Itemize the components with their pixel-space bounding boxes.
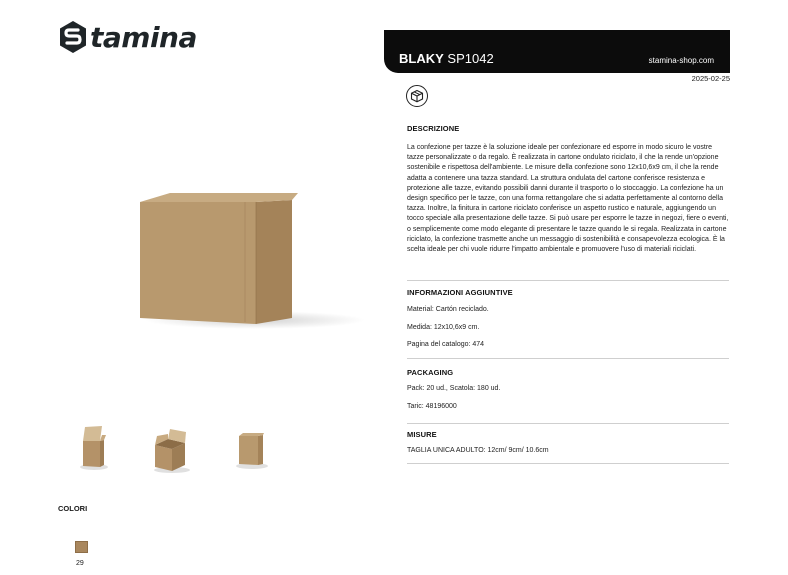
info-section	[407, 288, 729, 358]
product-thumbnail-open[interactable]	[80, 423, 108, 471]
product-main-image	[130, 180, 370, 340]
info-title: INFORMAZIONI AGGIUNTIVE	[407, 288, 513, 297]
packaging-taric: Taric: 48196000	[407, 403, 457, 410]
logo-wordmark: tamina	[90, 20, 197, 54]
product-thumbnail-closed[interactable]	[236, 430, 268, 470]
document-date: 2025-02-25	[691, 74, 730, 83]
info-size: Medida: 12x10,6x9 cm.	[407, 324, 480, 331]
divider	[407, 358, 729, 359]
description-section	[407, 124, 729, 255]
size-title: MISURE	[407, 430, 437, 439]
divider	[407, 463, 729, 464]
product-thumbnail-angle[interactable]	[150, 425, 192, 473]
size-section	[407, 430, 729, 460]
colors-title: COLORI	[58, 504, 88, 513]
divider	[407, 280, 729, 281]
size-value: TAGLIA UNICA ADULTO: 12cm/ 9cm/ 10.6cm	[407, 447, 549, 454]
product-code: SP1042	[447, 51, 494, 66]
product-name: BLAKY	[399, 51, 444, 66]
packaging-title: PACKAGING	[407, 368, 454, 377]
info-material: Material: Cartón reciclado.	[407, 306, 489, 313]
logo-hexagon-icon	[58, 20, 88, 54]
divider	[407, 423, 729, 424]
product-title	[399, 51, 494, 66]
color-code: 29	[76, 560, 84, 567]
color-swatch[interactable]	[75, 541, 88, 553]
stamina-logo	[58, 20, 197, 54]
description-title: DESCRIZIONE	[407, 124, 460, 133]
info-catalog-page: Pagina del catalogo: 474	[407, 341, 485, 348]
packaging-section	[407, 368, 729, 418]
site-link[interactable]: stamina-shop.com	[648, 56, 714, 65]
description-text: La confezione per tazze è la soluzione ideale per confezionare ed esporre in modo sicuro le vostre tazze personalizzate o da regalo. È realizzata in cartone ondulato riciclato, il che la rende un'opzione sostenibile e rispettosa dell'ambiente. Le misure della confezione sono 12x10,6x9 cm, il che la rende adatta a contenere una tazza standard. La struttura ondulata del cartone conferisce resistenza e protezione alle tazze, evitando possibili danni durante il trasporto o lo stoccaggio. La confezione ha un design specifico per le tazze, con una forma rettangolare che si adatta perfettamente al contorno della tazza. Inoltre, la finitura in cartone riciclato conferisce un aspetto rustico e naturale, aggiungendo un tocco speciale alla presentazione delle tazze. Si può usare per esporre le tazze in negozi, fiere o eventi, o semplicemente come modo elegante di presentare le tazze quando le si regala. Realizzata in cartone riciclato, la confezione trasmette anche un messaggio di sostenibilità e consapevolezza ecologica. È la scelta ideale per chi vuole ridurre l'impatto ambientale e promuovere l'uso di materiali riciclati.	[407, 144, 729, 254]
package-box-icon	[406, 85, 428, 107]
product-header	[384, 30, 730, 73]
packaging-pack: Pack: 20 ud., Scatola: 180 ud.	[407, 385, 501, 392]
